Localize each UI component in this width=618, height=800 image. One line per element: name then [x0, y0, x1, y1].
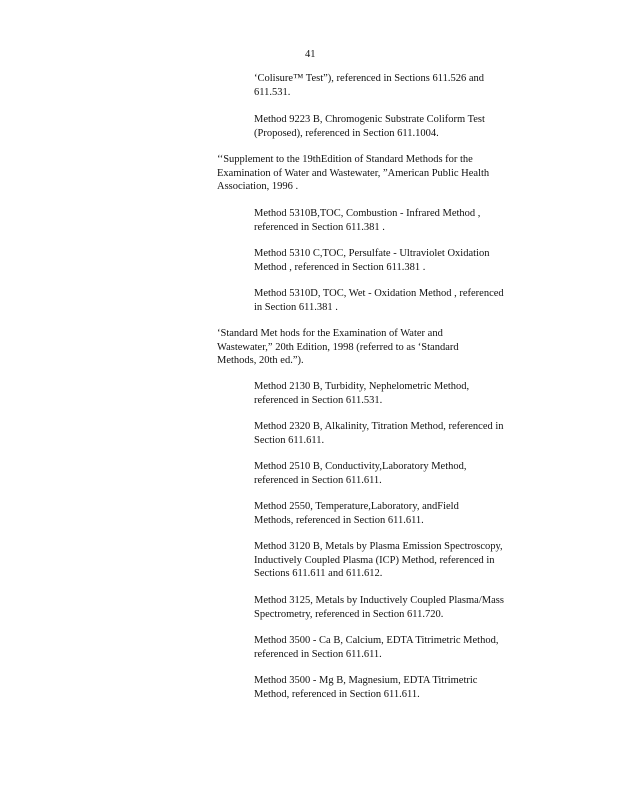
page-number: 41: [305, 49, 316, 60]
text-line: Inductively Coupled Plasma (ICP) Method, referenced in: [254, 554, 495, 566]
text-line: Wastewater,” 20th Edition, 1998 (referred to as ‘Standard: [217, 341, 459, 353]
text-line: Sections 611.611 and 611.612.: [254, 568, 383, 580]
text-line: Spectrometry, referenced in Section 611.720.: [254, 608, 444, 620]
paragraph-method-9223b: [254, 113, 544, 140]
paragraph-supplement-19th-edition: [217, 153, 529, 194]
text-line: Method 9223 B, Chromogenic Substrate Coliform Test: [254, 114, 485, 125]
text-line: Method 5310B,TOC, Combustion - Infrared Method ,: [254, 208, 481, 219]
text-line: referenced in Section 611.611.: [254, 474, 382, 486]
text-line: Examination of Water and Wastewater, ”American Public Health: [217, 167, 490, 179]
text-line: ‘Colisure™ Test”), referenced in Sections 611.526 and: [254, 73, 484, 84]
paragraph-method-3125: [254, 594, 544, 621]
text-line: Method 2130 B, Turbidity, Nephelometric Method,: [254, 381, 470, 392]
paragraph-method-3120b: [254, 540, 544, 581]
text-line: Methods, referenced in Section 611.611.: [254, 514, 424, 526]
text-line: Method 3500 - Mg B, Magnesium, EDTA Titrimetric: [254, 675, 478, 686]
text-line: Method 2510 B, Conductivity,Laboratory Method,: [254, 461, 467, 472]
text-line: Method, referenced in Section 611.611.: [254, 688, 420, 700]
paragraph-method-5310c: [254, 247, 544, 274]
text-line: in Section 611.381 .: [254, 301, 338, 313]
text-line: (Proposed), referenced in Section 611.1004.: [254, 127, 439, 139]
paragraph-method-5310d: [254, 287, 544, 314]
text-line: Method 3500 - Ca B, Calcium, EDTA Titrimetric Method,: [254, 635, 499, 646]
paragraph-colisure: [254, 72, 544, 99]
paragraph-standard-methods-20th-edition: [217, 327, 529, 368]
text-line: Methods, 20th ed.”).: [217, 355, 304, 367]
text-line: Association, 1996 .: [217, 181, 299, 193]
text-line: ‘‘Supplement to the 19thEdition of Standard Methods for the: [217, 154, 473, 165]
paragraph-method-3500-mg-b: [254, 674, 544, 701]
text-line: 611.531.: [254, 86, 291, 98]
text-line: referenced in Section 611.611.: [254, 648, 382, 660]
text-line: Method 2550, Temperature,Laboratory, andField: [254, 501, 459, 512]
paragraph-method-2320b: [254, 420, 544, 447]
text-line: Section 611.611.: [254, 434, 325, 446]
paragraph-method-5310b: [254, 207, 544, 234]
text-line: referenced in Section 611.531.: [254, 394, 383, 406]
text-line: ‘Standard Met hods for the Examination of Water and: [217, 328, 443, 339]
paragraph-method-2130b: [254, 380, 544, 407]
text-line: Method 5310 C,TOC, Persulfate - Ultraviolet Oxidation: [254, 248, 490, 259]
paragraph-method-2510b: [254, 460, 544, 487]
paragraph-method-3500-ca-b: [254, 634, 544, 661]
text-line: Method 3125, Metals by Inductively Coupled Plasma/Mass: [254, 595, 504, 606]
paragraph-method-2550: [254, 500, 544, 527]
text-line: referenced in Section 611.381 .: [254, 221, 385, 233]
text-line: Method 2320 B, Alkalinity, Titration Method, referenced in: [254, 421, 504, 432]
text-line: Method , referenced in Section 611.381 .: [254, 261, 426, 273]
text-line: Method 3120 B, Metals by Plasma Emission Spectroscopy,: [254, 541, 503, 552]
text-line: Method 5310D, TOC, Wet - Oxidation Method , referenced: [254, 288, 504, 299]
